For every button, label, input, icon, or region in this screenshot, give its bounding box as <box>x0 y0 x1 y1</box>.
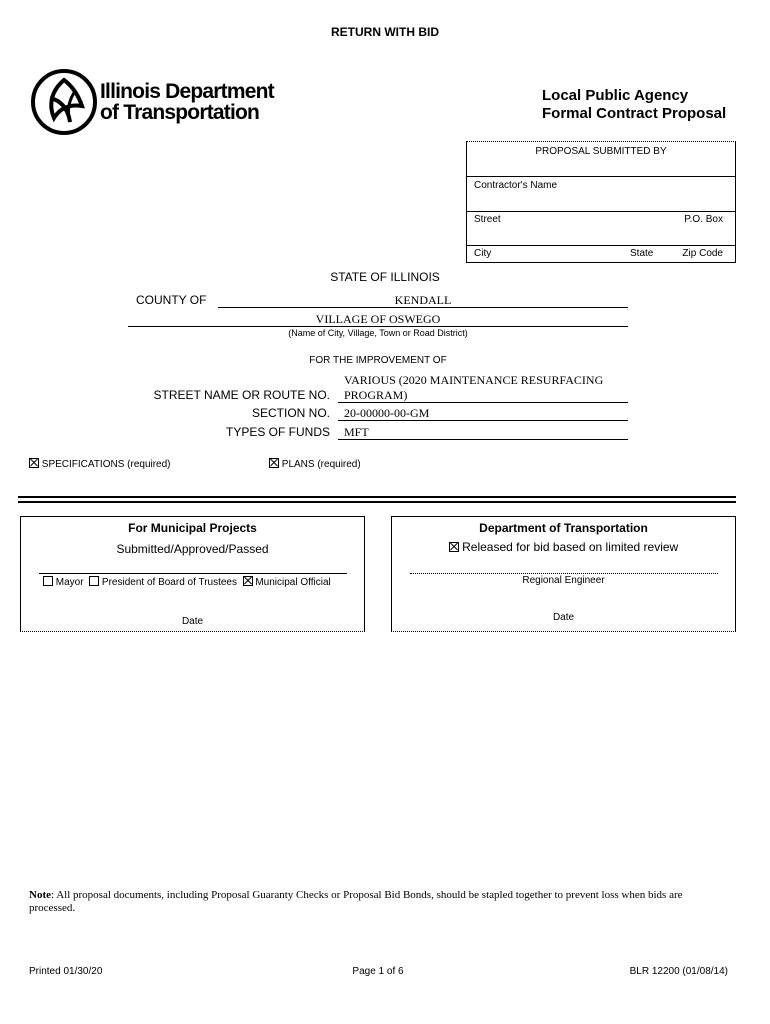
city-field[interactable]: City <box>474 248 492 259</box>
municipal-date-label: Date <box>181 616 204 627</box>
logo-line2: of Transportation <box>100 101 260 124</box>
mayor-label: Mayor <box>55 577 84 588</box>
released-checkbox[interactable] <box>449 542 459 552</box>
street-label: STREET NAME OR ROUTE NO. <box>153 388 330 402</box>
regional-engineer-label: Regional Engineer <box>522 575 605 586</box>
note-text: : All proposal documents, including Proposal Guaranty Checks or Proposal Bid Bonds, should be stapled together to prevent loss when bids are processed. <box>29 889 683 914</box>
improvement-heading: FOR THE IMPROVEMENT OF <box>309 355 447 366</box>
dot-date-label: Date <box>552 612 575 623</box>
president-label: President of Board of Trustees <box>101 577 237 588</box>
funds-label: TYPES OF FUNDS <box>225 425 330 439</box>
dot-box <box>391 516 736 632</box>
street-value-line2[interactable]: PROGRAM) <box>344 388 408 402</box>
title-line2: Formal Contract Proposal <box>542 105 727 122</box>
mayor-checkbox[interactable] <box>43 576 53 586</box>
municipal-subtitle: Submitted/Approved/Passed <box>116 542 269 556</box>
specifications-checkbox[interactable] <box>29 458 39 468</box>
state-heading: STATE OF ILLINOIS <box>330 270 440 284</box>
zip-field[interactable]: Zip Code <box>682 248 723 259</box>
plans-option[interactable] <box>269 458 361 470</box>
dot-title: Department of Transportation <box>479 521 648 535</box>
street-field[interactable]: Street <box>474 214 501 225</box>
logo-line1: Illinois Department <box>100 80 274 103</box>
street-value-line1[interactable]: VARIOUS (2020 MAINTENANCE RESURFACING <box>344 373 604 387</box>
county-label: COUNTY OF <box>136 293 207 307</box>
page-number: Page 1 of 6 <box>352 966 404 977</box>
proposal-submitted-box <box>466 141 736 263</box>
municipal-official-checkbox[interactable] <box>243 576 253 586</box>
note-label: Note <box>29 889 51 901</box>
proposal-heading: PROPOSAL SUBMITTED BY <box>535 146 667 157</box>
specifications-option[interactable] <box>29 458 171 470</box>
note-paragraph <box>29 889 729 915</box>
president-checkbox[interactable] <box>89 576 99 586</box>
form-number: BLR 12200 (01/08/14) <box>629 966 728 977</box>
municipality-caption: (Name of City, Village, Town or Road District) <box>288 328 468 338</box>
county-value[interactable]: KENDALL <box>394 293 452 307</box>
printed-date: Printed 01/30/20 <box>29 966 103 977</box>
idot-emblem-icon <box>30 68 98 136</box>
municipal-title: For Municipal Projects <box>128 521 257 535</box>
plans-checkbox[interactable] <box>269 458 279 468</box>
released-option[interactable] <box>392 540 735 554</box>
pobox-field[interactable]: P.O. Box <box>684 214 723 225</box>
contractor-name-field[interactable]: Contractor's Name <box>474 180 558 191</box>
released-label: Released for bid based on limited review <box>462 540 679 554</box>
return-with-bid: RETURN WITH BID <box>331 25 439 39</box>
state-field[interactable]: State <box>630 248 654 259</box>
section-label: SECTION NO. <box>251 406 330 420</box>
idot-logo <box>30 68 280 136</box>
municipality-value[interactable]: VILLAGE OF OSWEGO <box>315 312 441 326</box>
section-value[interactable]: 20-00000-00-GM <box>344 406 430 420</box>
municipal-official-label: Municipal Official <box>255 577 331 588</box>
specifications-label: SPECIFICATIONS (required) <box>41 459 171 470</box>
municipal-projects-box <box>20 516 365 632</box>
title-line1: Local Public Agency <box>542 87 689 104</box>
funds-value[interactable]: MFT <box>344 425 369 439</box>
municipal-options <box>43 576 331 588</box>
section-divider <box>18 496 736 498</box>
plans-label: PLANS (required) <box>281 459 361 470</box>
